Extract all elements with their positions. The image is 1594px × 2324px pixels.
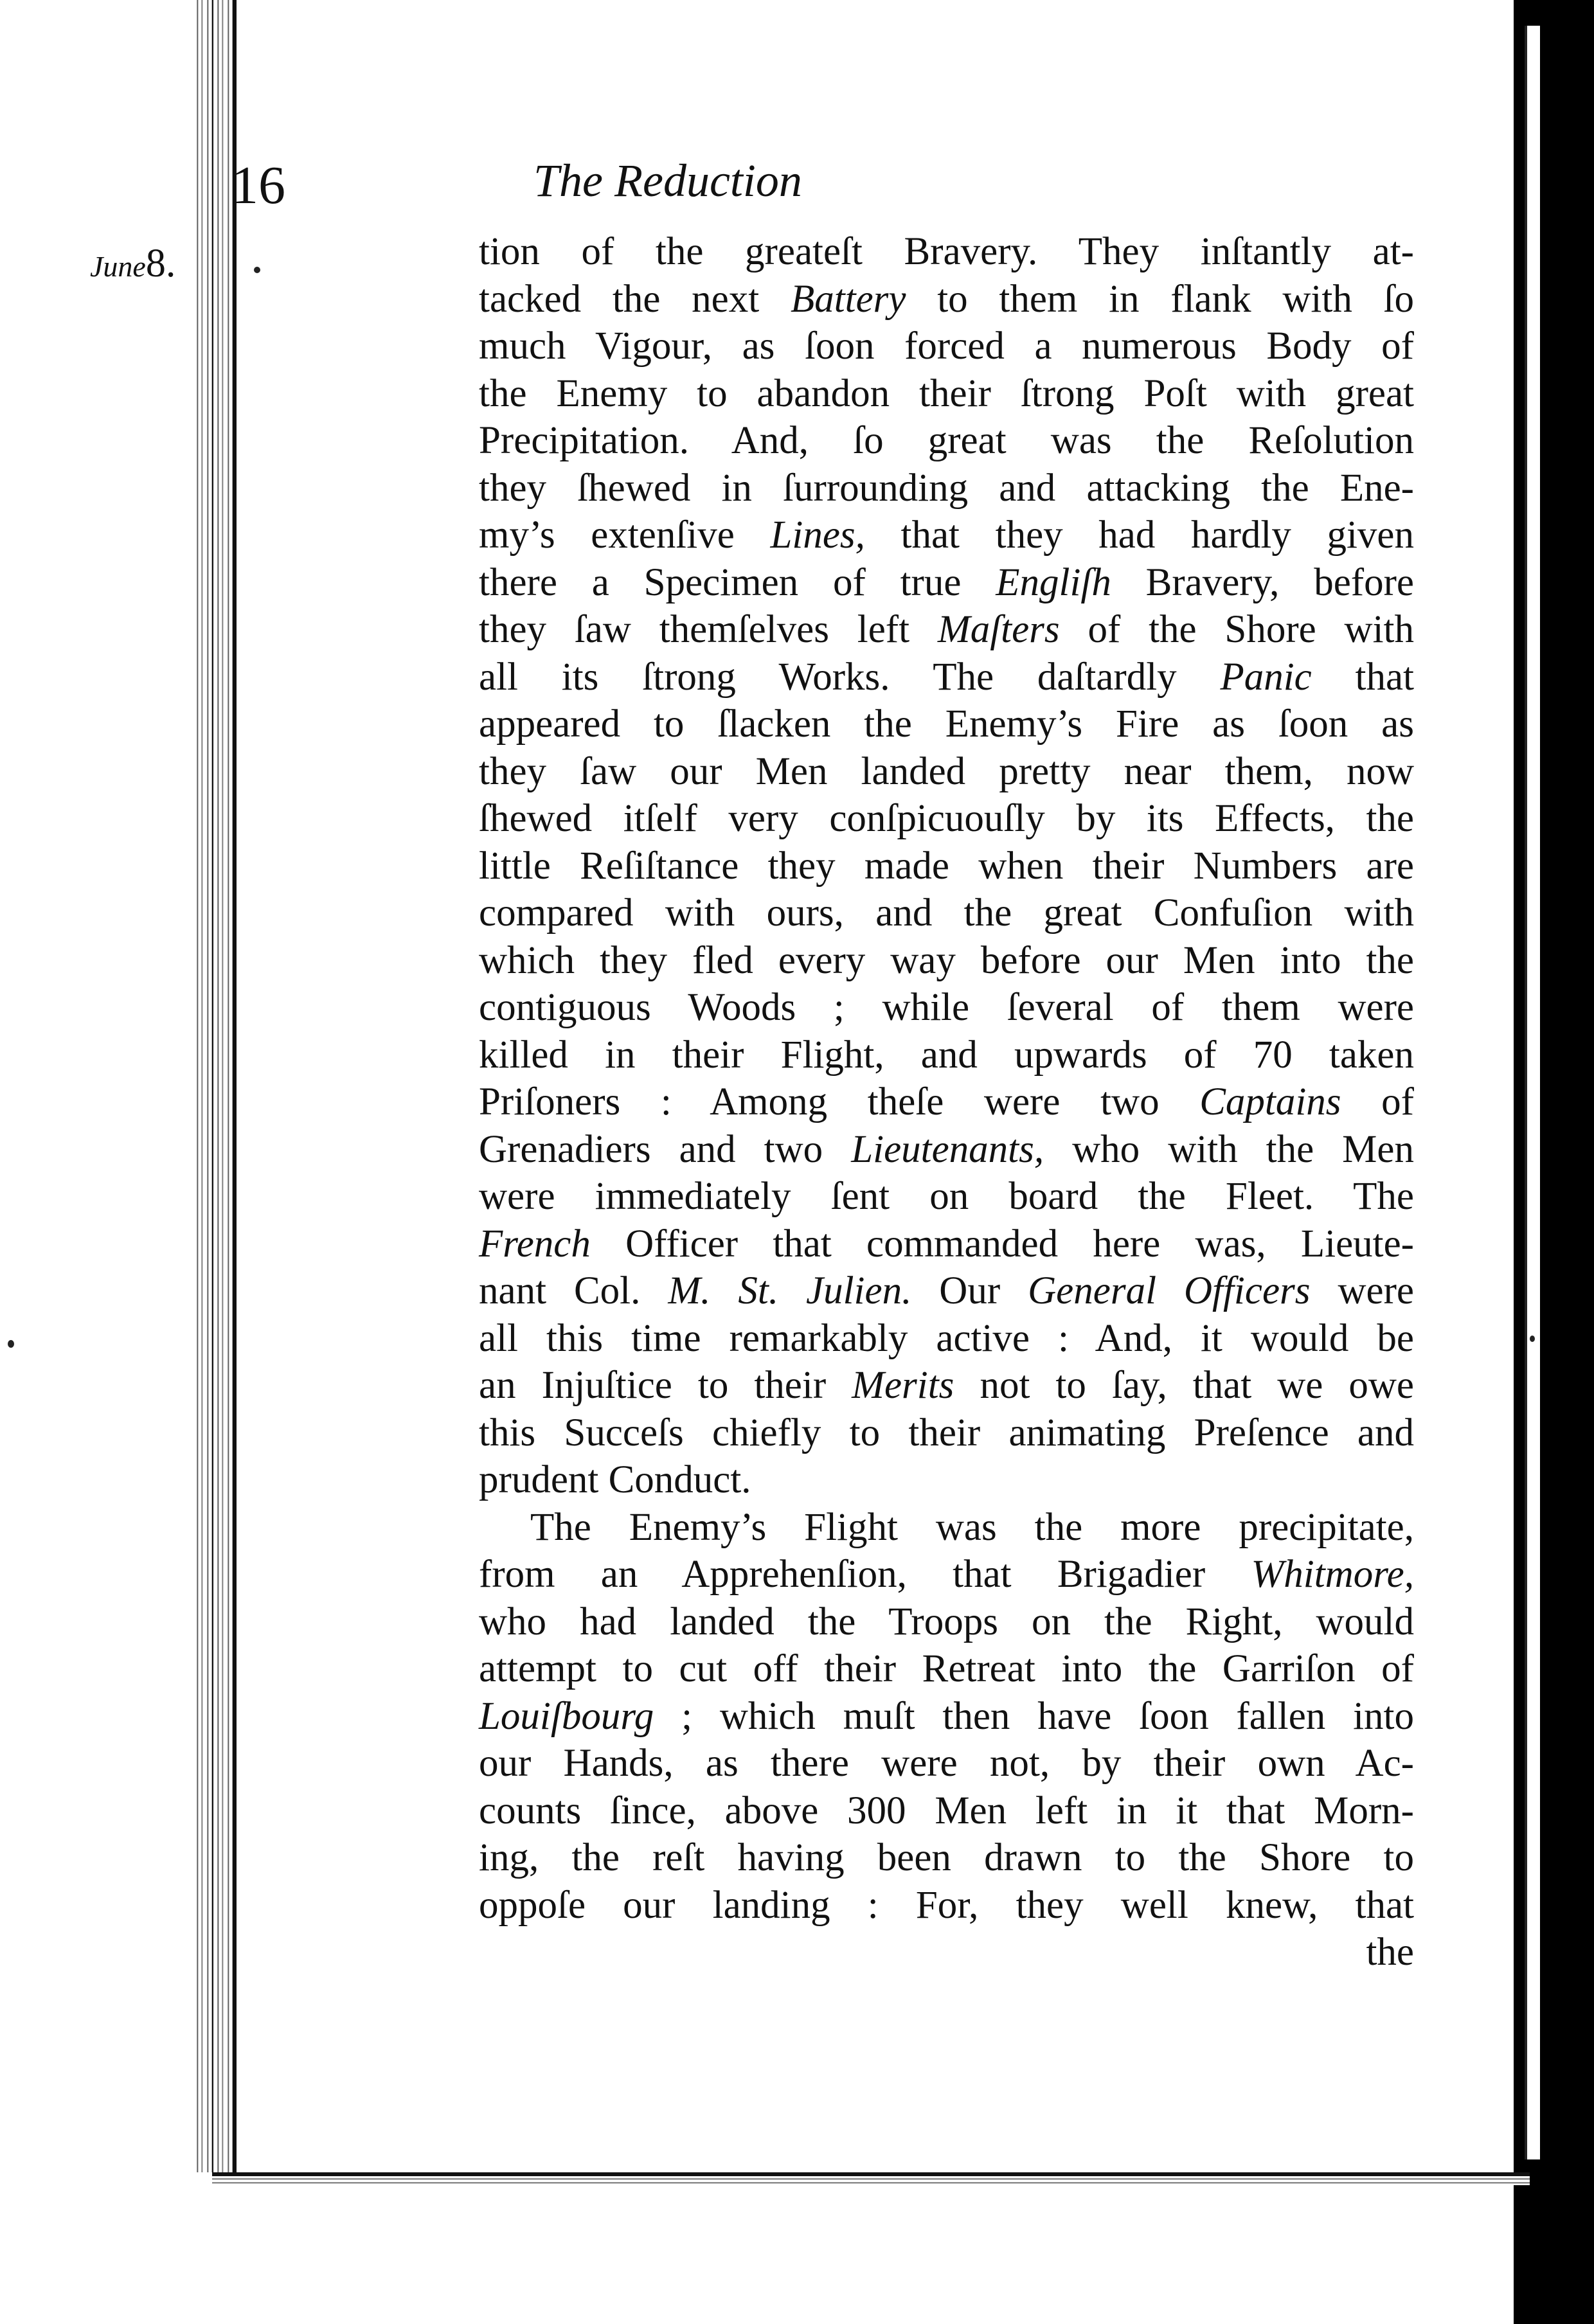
text-segment: prudent Conduct. [479,1458,751,1501]
text-segment: compared with ours, and the great Confuſion with [479,891,1414,934]
text-segment: they ſaw our Men landed pretty near them, now [479,749,1414,793]
text-segment: were immediately ſent on board the Fleet. The [479,1175,1414,1218]
text-segment: our Hands, as there were not, by their own Ac- [479,1742,1414,1785]
text-segment: that they had hardly given [864,514,1414,557]
scan-speck [1530,1336,1535,1342]
text-segment: Officer that commanded here was, Lieute- [590,1222,1414,1265]
text-segment: the [1366,1931,1414,1974]
page-number: 16 [231,156,285,215]
text-line [479,1315,1414,1363]
page-right-margin [1525,26,1540,2159]
text-segment: which they fled every way before our Men into the [479,938,1414,982]
text-line [479,795,1414,843]
text-segment: Precipitation. And, ſo great was the Reſolution [479,419,1414,462]
text-line [479,465,1414,512]
text-segment: tacked the next [479,277,791,321]
text-line [479,1740,1414,1787]
text-segment: Bravery, before [1111,560,1414,604]
text-segment: tion of the greateſt Bravery. They inſtantly at- [479,230,1414,273]
text-segment: much Vigour, as ſoon forced a numerous Body of [479,325,1414,368]
text-segment: they ſaw themſelves left [479,608,938,651]
text-line [479,843,1414,890]
italic-text: Whitmore, [1251,1553,1414,1596]
text-segment: an Injuſtice to their [479,1364,852,1407]
text-line [479,370,1414,418]
running-head: The Reduction [533,155,802,206]
text-segment: not to ſay, that we owe [954,1364,1414,1407]
italic-text: Louiſbourg [479,1694,654,1738]
italic-text: General Officers [1028,1269,1311,1312]
text-line [479,1078,1414,1126]
text-segment: the Enemy to abandon their ſtrong Poſt with great [479,371,1414,415]
text-line [479,228,1414,276]
text-segment: oppoſe our landing : For, they well knew, that [479,1883,1414,1927]
italic-text: Maſters [937,608,1060,651]
text-segment: from an Apprehenſion, that Brigadier [479,1553,1251,1596]
italic-text: Engliſh [996,560,1111,604]
text-segment: Our [911,1269,1028,1312]
text-line [479,1220,1414,1268]
italic-text: Lieutenants, [851,1127,1044,1171]
text-segment: that [1311,655,1414,699]
text-line [479,1504,1414,1551]
text-segment: attempt to cut off their Retreat into the Garriſon of [479,1647,1414,1690]
italic-text: French [479,1222,591,1265]
text-line [479,937,1414,985]
page-header [231,154,1176,231]
text-line [479,1456,1414,1504]
text-line [479,701,1414,748]
text-line [479,1173,1414,1220]
text-line [479,417,1414,465]
text-segment: to them in flank with ſo [906,277,1414,321]
text-line [479,748,1414,796]
text-segment: my’s extenſive [479,514,771,557]
text-segment: ſhewed itſelf very conſpicuouſly by its Effects, the [479,797,1414,840]
text-line [479,654,1414,701]
text-line [479,1787,1414,1835]
text-segment: counts ſince, above 300 Men left in it that Morn- [479,1789,1414,1832]
text-segment: of [1341,1080,1414,1123]
text-line [479,1598,1414,1646]
scan-speck [254,267,260,273]
text-segment: who had landed the Troops on the Right, would [479,1600,1414,1643]
text-segment: appeared to ſlacken the Enemy’s Fire as ſoon as [479,702,1414,746]
text-segment: of the Shore with [1059,608,1414,651]
text-segment: nant Col. [479,1269,668,1312]
text-line [479,1551,1414,1598]
body-text [479,228,1414,1976]
text-line [479,1834,1414,1882]
text-segment: Grenadiers and two [479,1127,852,1171]
italic-text: M. St. Julien. [668,1269,912,1312]
text-segment: The Enemy’s Flight was the more precipitate, [530,1505,1414,1549]
italic-text: Panic [1220,655,1312,699]
text-line [479,276,1414,323]
text-segment: this Succeſs chiefly to their animating Preſence and [479,1411,1414,1454]
catchword [479,1929,1414,1976]
text-line [479,1693,1414,1740]
text-line [479,559,1414,607]
text-segment: contiguous Woods ; while ſeveral of them were [479,986,1414,1029]
text-line [479,1126,1414,1174]
text-segment: Priſoners : Among theſe were two [479,1080,1200,1123]
text-line [479,1409,1414,1457]
italic-text: Lines, [770,514,865,557]
text-line [479,1032,1414,1079]
text-line [479,512,1414,559]
text-segment: were [1310,1269,1414,1312]
text-segment: all its ſtrong Works. The daſtardly [479,655,1221,699]
margin-date-day: 8. [145,242,176,285]
scan-speck [8,1340,14,1348]
text-line [479,1882,1414,1929]
italic-text: Captains [1199,1080,1341,1123]
italic-text: Merits [852,1364,954,1407]
margin-date-note [90,241,175,287]
text-line [479,323,1414,370]
text-line [479,1362,1414,1409]
text-segment: killed in their Flight, and upwards of 70 taken [479,1033,1414,1077]
text-segment: little Reſiſtance they made when their Numbers are [479,844,1414,888]
text-line [479,889,1414,937]
text-segment: ; which muſt then have ſoon fallen into [654,1694,1414,1738]
text-line [479,606,1414,654]
text-segment: there a Specimen of true [479,560,996,604]
page-left-edge [212,0,213,2172]
text-line [479,984,1414,1032]
text-segment: they ſhewed in ſurrounding and attacking the Ene- [479,466,1414,510]
book-binding [193,0,237,2172]
text-segment: who with the Men [1044,1127,1414,1171]
text-line [479,1267,1414,1315]
text-segment: ing, the reſt having been drawn to the Shore to [479,1836,1414,1879]
page-bottom-edge [212,2172,1530,2185]
margin-date-month: June [90,250,146,283]
italic-text: Battery [790,277,906,321]
text-segment: all this time remarkably active : And, it would be [479,1316,1414,1360]
text-line [479,1645,1414,1693]
